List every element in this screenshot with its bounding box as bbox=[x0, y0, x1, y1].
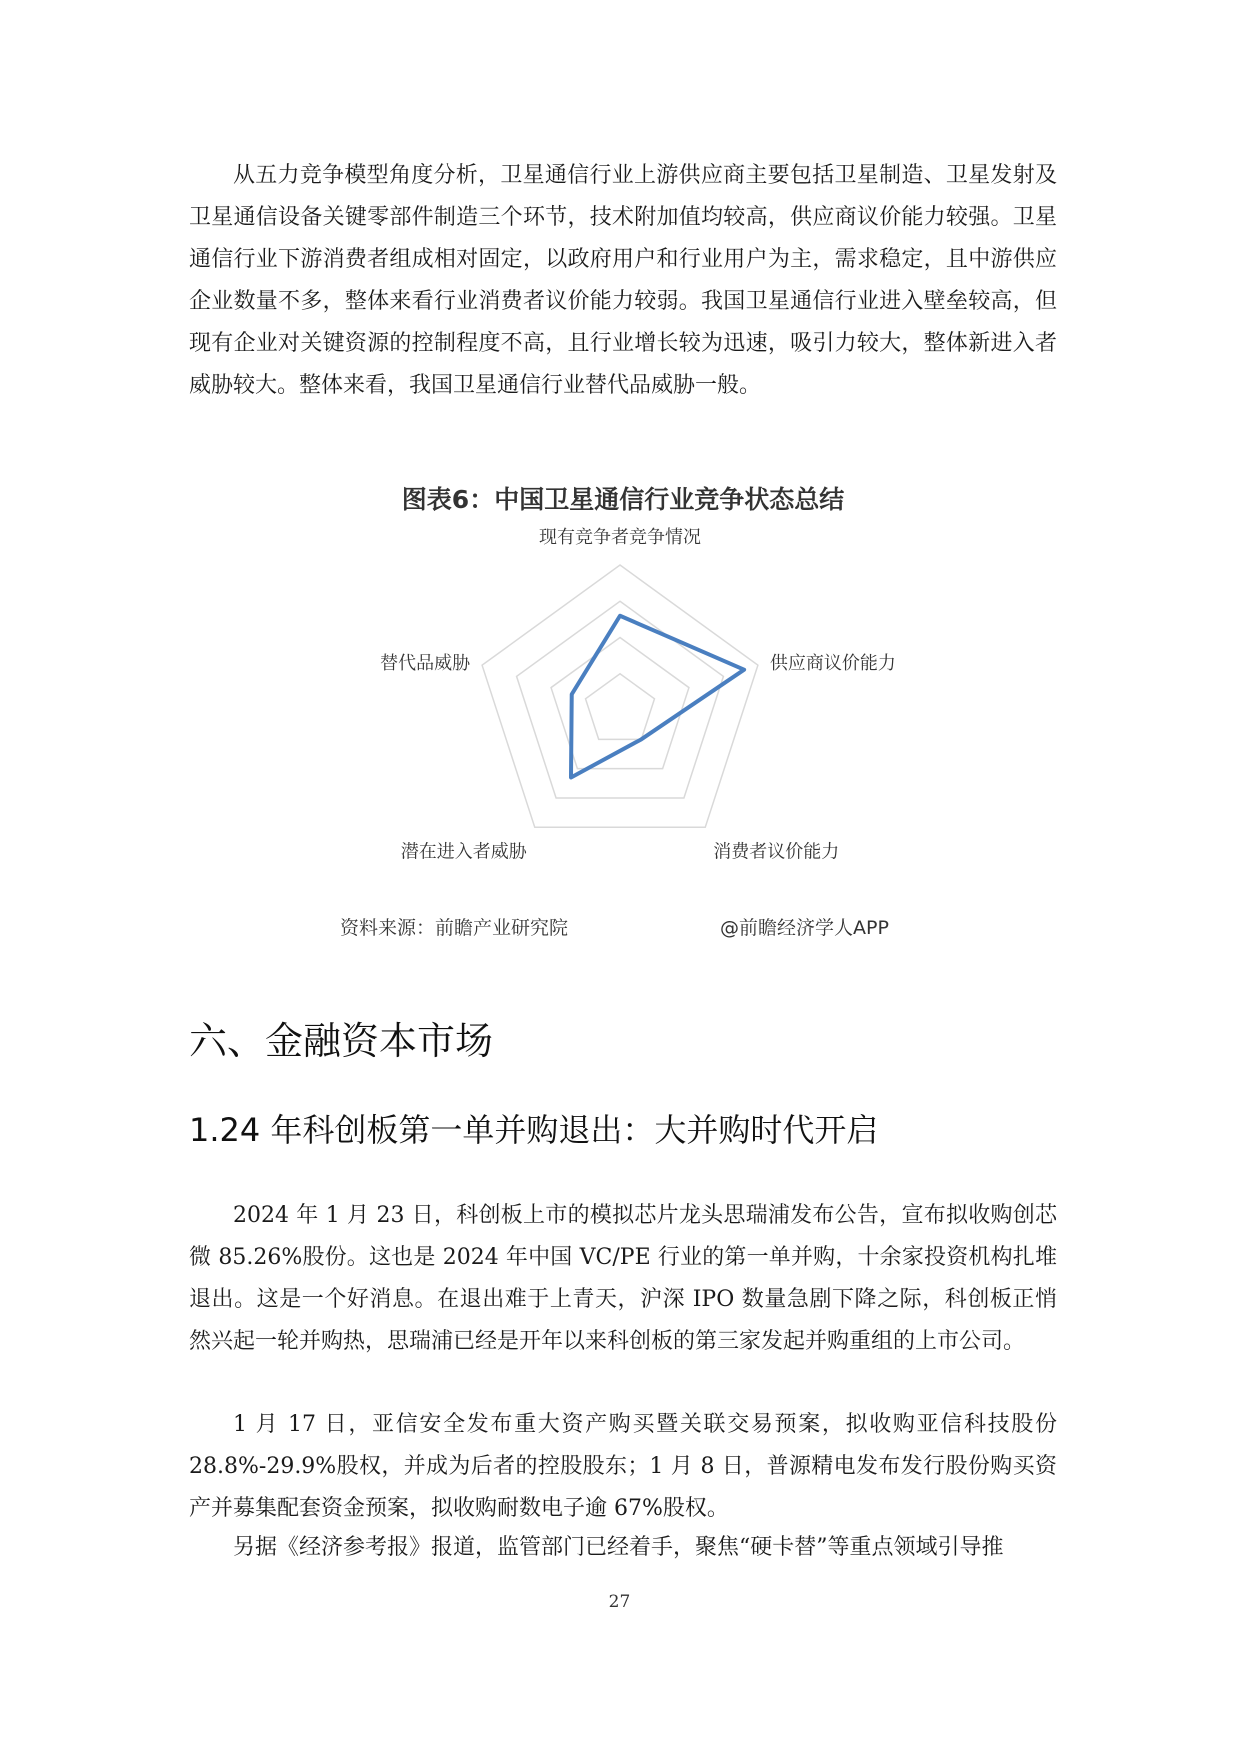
paragraph-regulator: 另据《经济参考报》报道，监管部门已经着手，聚焦“硬卡替”等重点领域引导推 bbox=[233, 1535, 1004, 1560]
radar-grid-ring bbox=[586, 674, 655, 740]
paragraph-five-forces: 从五力竞争模型角度分析，卫星通信行业上游供应商主要包括卫星制造、卫星发射及卫星通信设备关键零部件制造三个环节，技术附加值均较高，供应商议价能力较强。卫星通信行业下游消费者组成相对固定，以政府用户和行业用户为主，需求稳定，且中游供应企业数量不多，整体来看行业消费者议价能力较弱。我国卫星通信行业进入壁垒较高，但现有企业对关键资源的控制程度不高，且行业增长较为迅速，吸引力较大，整体新进入者威胁较大。整体来看，我国卫星通信行业替代品威胁一般。 bbox=[189, 163, 1057, 398]
page-number: 27 bbox=[608, 1592, 631, 1612]
figure-source: 资料来源：前瞻产业研究院 bbox=[340, 917, 569, 939]
paragraph-ma-cases: 1 月 17 日，亚信安全发布重大资产购买暨关联交易预案，拟收购亚信科技股份 28.8%-29.9%股权，并成为后者的控股股东；1 月 8 日，普源精电发布发行股份购买资产并募集配套资金预案，拟收购耐数电子逾 67%股权。 bbox=[189, 1412, 1057, 1521]
radar-axis-label: 消费者议价能力 bbox=[713, 841, 840, 863]
radar-axis-label: 潜在进入者威胁 bbox=[400, 841, 527, 863]
radar-series-polygon bbox=[571, 616, 744, 778]
paragraph-ma-intro: 2024 年 1 月 23 日，科创板上市的模拟芯片龙头思瑞浦发布公告，宣布拟收购创芯微 85.26%股份。这也是 2024 年中国 VC/PE 行业的第一单并购，十余家投资机构扎堆退出。这是一个好消息。在退出难于上青天，沪深 IPO 数量急剧下降之际，科创板正悄然兴起一轮并购热，思瑞浦已经是开年以来科创板的第三家发起并购重组的上市公司。 bbox=[189, 1203, 1057, 1354]
section-heading: 六、金融资本市场 bbox=[189, 1019, 494, 1063]
radar-axis-label: 替代品威胁 bbox=[380, 653, 471, 675]
figure-credit: @前瞻经济学人APP bbox=[720, 917, 889, 939]
radar-axis-label: 现有竞争者竞争情况 bbox=[539, 527, 701, 548]
figure-title: 图表6：中国卫星通信行业竞争状态总结 bbox=[401, 485, 845, 514]
radar-axis-label: 供应商议价能力 bbox=[769, 653, 896, 675]
radar-chart bbox=[330, 520, 910, 900]
subsection-heading: 1.24 年科创板第一单并购退出：大并购时代开启 bbox=[189, 1111, 879, 1149]
